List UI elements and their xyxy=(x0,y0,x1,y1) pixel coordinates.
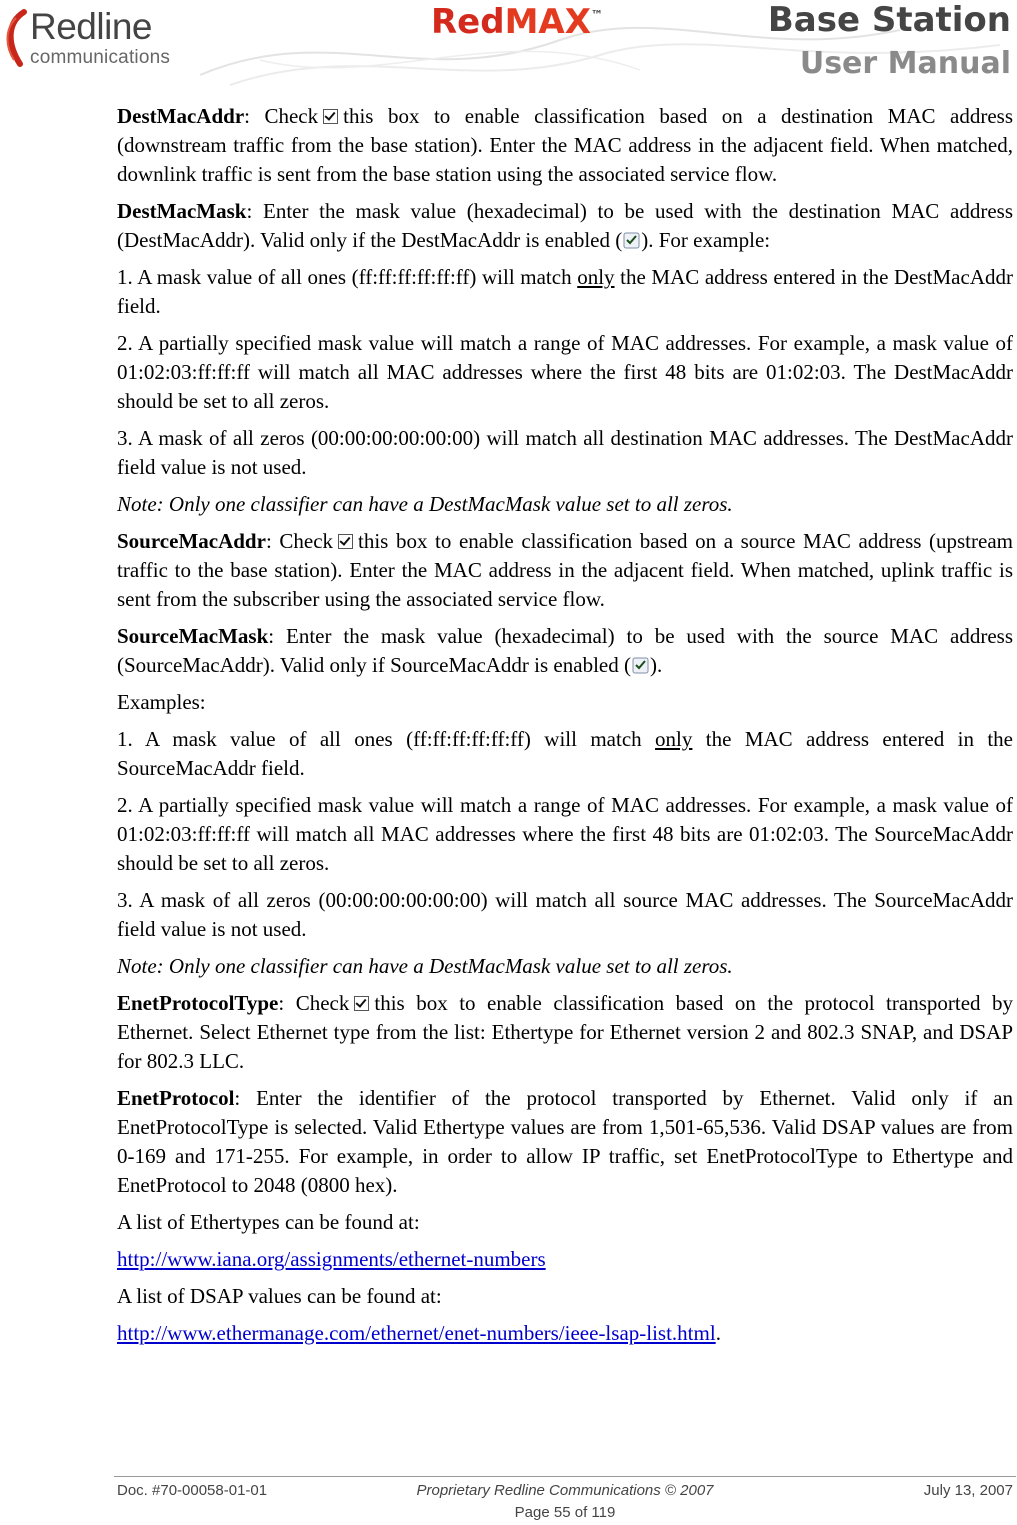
link-line-ethertypes xyxy=(117,1245,1013,1274)
paragraph-sourcemacmask xyxy=(117,622,1013,680)
paragraph-enetprotocoltype xyxy=(117,989,1013,1076)
term-destmacmask: DestMacMask xyxy=(117,199,247,223)
document-date: July 13, 2007 xyxy=(923,1482,1013,1499)
product-name-red: Red xyxy=(431,2,505,42)
text: ). For example: xyxy=(641,228,771,252)
page-number: Page 55 of 119 xyxy=(514,1504,616,1521)
text: this box to enable classification based on a source MAC address (upstream traffic to the base station). Enter the MAC address in the adjacent field. When matched, uplink traffic is sent from the subscriber using the associated service flow. xyxy=(117,529,1013,611)
term-destmacaddr: DestMacAddr xyxy=(117,104,245,128)
product-name-max: MAX xyxy=(504,2,591,42)
checkbox-enabled-icon xyxy=(623,232,640,249)
trademark-mark: ™ xyxy=(590,8,603,22)
document-number: Doc. #70-00058-01-01 xyxy=(117,1482,268,1499)
paragraph-sourcemask-example-3: 3. A mask of all zeros (00:00:00:00:00:00) will match all source MAC addresses. The SourceMacAddr field value is not used. xyxy=(117,888,1013,941)
paragraph-destmask-example-1 xyxy=(117,263,1013,321)
paragraph-sourcemacaddr xyxy=(117,527,1013,614)
paragraph-destmask-example-2: 2. A partially specified mask value will match a range of MAC addresses. For example, a mask value of 01:02:03:ff:ff:ff will match all MAC addresses where the first 48 bits are 01:02:03. The DestMacAddr should be set to all zeros. xyxy=(117,331,1013,413)
paragraph-destmask-example-3: 3. A mask of all zeros (00:00:00:00:00:00) will match all destination MAC addresses. The DestMacAddr field value is not used. xyxy=(117,426,1013,479)
text: the MAC address entered in the DestMacAddr field. xyxy=(117,265,1013,318)
note-sourcemacmask: Note: Only one classifier can have a DestMacMask value set to all zeros. xyxy=(117,954,733,978)
manual-title: Base Station xyxy=(767,0,1011,40)
page-header xyxy=(0,0,1017,92)
text: this box to enable classification based on a destination MAC address (downstream traffic from the base station). Enter the MAC address in the adjacent field. When matched, downlink traffic is sent from the base station using the associated service flow. xyxy=(117,104,1013,186)
underlined-text: only xyxy=(577,265,615,289)
checkbox-checked-icon xyxy=(338,534,353,549)
text: the MAC address entered in the SourceMacAddr field. xyxy=(117,727,1013,780)
paragraph-sourcemask-example-2: 2. A partially specified mask value will match a range of MAC addresses. For example, a mask value of 01:02:03:ff:ff:ff will match all MAC addresses where the first 48 bits are 01:02:03. The SourceMacAddr should be set to all zeros. xyxy=(117,793,1013,875)
paragraph-examples-heading: Examples: xyxy=(117,690,206,714)
checkbox-checked-icon xyxy=(323,109,338,124)
paragraph-destmacaddr xyxy=(117,102,1013,189)
paragraph-dsap-list: A list of DSAP values can be found at: xyxy=(117,1284,442,1308)
paragraph-sourcemask-example-1 xyxy=(117,725,1013,783)
document-body xyxy=(117,102,1013,1356)
ethertypes-link[interactable]: http://www.iana.org/assignments/ethernet-numbers xyxy=(117,1247,546,1271)
text: : Enter the mask value (hexadecimal) to be used with the destination MAC address (DestMacAddr). Valid only if the DestMacAddr is enabled ( xyxy=(117,199,1013,252)
checkbox-enabled-icon xyxy=(632,657,649,674)
text: ). xyxy=(649,653,663,677)
note-destmacmask: Note: Only one classifier can have a DestMacMask value set to all zeros. xyxy=(117,492,733,516)
term-enetprotocoltype: EnetProtocolType xyxy=(117,991,279,1015)
link-line-dsap xyxy=(117,1319,1013,1348)
paragraph-enetprotocol xyxy=(117,1084,1013,1200)
text: : Check xyxy=(278,991,350,1015)
text: : Enter the mask value (hexadecimal) to be used with the source MAC address (SourceMacAddr). Valid only if SourceMacAddr is enabled ( xyxy=(117,624,1013,677)
logo-name: Redline xyxy=(30,6,152,47)
text: : Check xyxy=(265,529,334,553)
paragraph-destmacmask xyxy=(117,197,1013,255)
manual-subtitle: User Manual xyxy=(799,46,1011,81)
text: 1. A mask value of all ones (ff:ff:ff:ff:ff:ff) will match xyxy=(117,727,656,751)
checkbox-checked-icon xyxy=(354,996,369,1011)
footer-divider xyxy=(114,1476,1016,1477)
term-enetprotocol: EnetProtocol xyxy=(117,1086,235,1110)
text: . xyxy=(715,1321,721,1345)
proprietary-notice: Proprietary Redline Communications © 2007 xyxy=(416,1482,714,1499)
text: 1. A mask value of all ones (ff:ff:ff:ff:ff:ff) will match xyxy=(117,265,578,289)
text: this box to enable classification based on the protocol transported by Ethernet. Select Ethernet type from the list: Ethertype for Ethernet version 2 and 802.3 SNAP, and DSAP for 802.3 LLC. xyxy=(117,991,1014,1073)
dsap-values-link[interactable]: http://www.ethermanage.com/ethernet/enet-numbers/ieee-lsap-list.html xyxy=(117,1321,716,1345)
text: : Check xyxy=(244,104,319,128)
paragraph-ethertypes-list: A list of Ethertypes can be found at: xyxy=(117,1210,420,1234)
logo-subtitle: communications xyxy=(30,47,171,68)
term-sourcemacmask: SourceMacMask xyxy=(117,624,269,648)
term-sourcemacaddr: SourceMacAddr xyxy=(117,529,266,553)
redline-logo xyxy=(2,6,207,72)
text: : Enter the identifier of the protocol transported by Ethernet. Valid only if an EnetProtocolType is selected. Valid Ethertype values are from 1,501-65,536. Valid DSAP values are from 0-169 and 171-255. For example, in order to allow IP traffic, set EnetProtocolType to Ethertype and EnetProtocol to 2048 (0800 hex). xyxy=(117,1086,1013,1197)
product-name xyxy=(431,2,603,42)
redline-swoosh-icon xyxy=(2,8,32,68)
underlined-text: only xyxy=(655,727,693,751)
